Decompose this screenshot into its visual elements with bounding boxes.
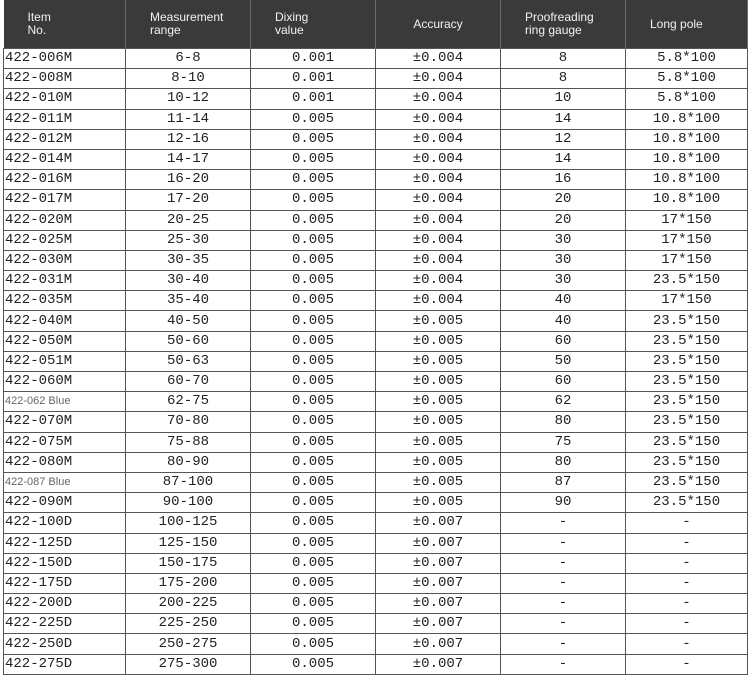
cell-long-pole: 23.5*150	[626, 311, 748, 331]
cell-long-pole: 17*150	[626, 210, 748, 230]
cell-accuracy: ±0.004	[376, 49, 501, 69]
cell-item-no: 422-012M	[4, 129, 126, 149]
cell-measurement-range: 250-275	[126, 634, 251, 654]
table-row	[4, 250, 748, 270]
cell-long-pole: 23.5*150	[626, 351, 748, 371]
table-row	[4, 372, 748, 392]
cell-ring-gauge: 30	[501, 230, 626, 250]
cell-long-pole: 23.5*150	[626, 271, 748, 291]
cell-accuracy: ±0.005	[376, 331, 501, 351]
table-row	[4, 271, 748, 291]
cell-accuracy: ±0.007	[376, 553, 501, 573]
cell-measurement-range: 87-100	[126, 472, 251, 492]
cell-measurement-range: 11-14	[126, 109, 251, 129]
cell-ring-gauge: -	[501, 513, 626, 533]
cell-accuracy: ±0.007	[376, 533, 501, 553]
cell-long-pole: 17*150	[626, 230, 748, 250]
header-dixing-value: Dixing value	[251, 0, 376, 49]
table-row	[4, 69, 748, 89]
cell-dixing-value: 0.005	[251, 553, 376, 573]
cell-dixing-value: 0.001	[251, 69, 376, 89]
cell-measurement-range: 25-30	[126, 230, 251, 250]
cell-ring-gauge: -	[501, 573, 626, 593]
cell-dixing-value: 0.005	[251, 129, 376, 149]
table-row	[4, 129, 748, 149]
table-row	[4, 49, 748, 69]
cell-dixing-value: 0.005	[251, 210, 376, 230]
cell-item-no: 422-030M	[4, 250, 126, 270]
cell-dixing-value: 0.005	[251, 533, 376, 553]
table-body	[4, 49, 748, 675]
table-row	[4, 190, 748, 210]
table-row	[4, 573, 748, 593]
cell-long-pole: 23.5*150	[626, 493, 748, 513]
cell-accuracy: ±0.007	[376, 594, 501, 614]
cell-long-pole: -	[626, 553, 748, 573]
cell-dixing-value: 0.005	[251, 573, 376, 593]
cell-long-pole: -	[626, 573, 748, 593]
table-row	[4, 331, 748, 351]
cell-dixing-value: 0.005	[251, 190, 376, 210]
cell-ring-gauge: 20	[501, 210, 626, 230]
cell-measurement-range: 200-225	[126, 594, 251, 614]
table-row	[4, 291, 748, 311]
cell-measurement-range: 30-35	[126, 250, 251, 270]
cell-dixing-value: 0.005	[251, 311, 376, 331]
cell-dixing-value: 0.005	[251, 513, 376, 533]
table-row	[4, 594, 748, 614]
cell-accuracy: ±0.004	[376, 69, 501, 89]
cell-dixing-value: 0.005	[251, 331, 376, 351]
cell-item-no: 422-025M	[4, 230, 126, 250]
cell-long-pole: 23.5*150	[626, 472, 748, 492]
cell-ring-gauge: 30	[501, 271, 626, 291]
cell-measurement-range: 17-20	[126, 190, 251, 210]
cell-measurement-range: 125-150	[126, 533, 251, 553]
cell-accuracy: ±0.004	[376, 190, 501, 210]
cell-long-pole: 5.8*100	[626, 49, 748, 69]
cell-dixing-value: 0.005	[251, 170, 376, 190]
cell-long-pole: -	[626, 614, 748, 634]
cell-accuracy: ±0.004	[376, 271, 501, 291]
cell-item-no: 422-008M	[4, 69, 126, 89]
cell-item-no: 422-100D	[4, 513, 126, 533]
cell-accuracy: ±0.005	[376, 452, 501, 472]
cell-item-no: 422-014M	[4, 149, 126, 169]
cell-item-no: 422-035M	[4, 291, 126, 311]
cell-item-no: 422-017M	[4, 190, 126, 210]
cell-measurement-range: 50-60	[126, 331, 251, 351]
cell-measurement-range: 80-90	[126, 452, 251, 472]
table-row	[4, 432, 748, 452]
cell-accuracy: ±0.004	[376, 170, 501, 190]
cell-long-pole: -	[626, 654, 748, 674]
cell-ring-gauge: 75	[501, 432, 626, 452]
table-row	[4, 614, 748, 634]
cell-long-pole: 5.8*100	[626, 69, 748, 89]
header-proofreading-ring-gauge: Proofreading ring gauge	[501, 0, 626, 49]
cell-measurement-range: 12-16	[126, 129, 251, 149]
cell-accuracy: ±0.004	[376, 250, 501, 270]
cell-measurement-range: 175-200	[126, 573, 251, 593]
cell-dixing-value: 0.005	[251, 634, 376, 654]
cell-long-pole: 17*150	[626, 291, 748, 311]
table-row	[4, 230, 748, 250]
cell-long-pole: 17*150	[626, 250, 748, 270]
cell-long-pole: 10.8*100	[626, 109, 748, 129]
cell-dixing-value: 0.005	[251, 291, 376, 311]
table-row	[4, 412, 748, 432]
cell-long-pole: 23.5*150	[626, 392, 748, 412]
cell-dixing-value: 0.005	[251, 372, 376, 392]
cell-long-pole: -	[626, 594, 748, 614]
cell-accuracy: ±0.005	[376, 351, 501, 371]
cell-long-pole: 10.8*100	[626, 129, 748, 149]
cell-accuracy: ±0.007	[376, 654, 501, 674]
cell-measurement-range: 90-100	[126, 493, 251, 513]
cell-accuracy: ±0.004	[376, 129, 501, 149]
cell-dixing-value: 0.005	[251, 351, 376, 371]
table-row	[4, 311, 748, 331]
cell-item-no: 422-006M	[4, 49, 126, 69]
cell-item-no: 422-087 Blue	[4, 472, 126, 492]
cell-item-no: 422-175D	[4, 573, 126, 593]
cell-dixing-value: 0.005	[251, 392, 376, 412]
cell-dixing-value: 0.001	[251, 49, 376, 69]
cell-long-pole: 23.5*150	[626, 432, 748, 452]
cell-accuracy: ±0.007	[376, 634, 501, 654]
cell-long-pole: 10.8*100	[626, 190, 748, 210]
table-row	[4, 452, 748, 472]
table-row	[4, 513, 748, 533]
cell-long-pole: -	[626, 513, 748, 533]
cell-long-pole: 5.8*100	[626, 89, 748, 109]
spec-table	[3, 0, 748, 675]
cell-dixing-value: 0.005	[251, 432, 376, 452]
cell-ring-gauge: 90	[501, 493, 626, 513]
cell-dixing-value: 0.005	[251, 250, 376, 270]
cell-measurement-range: 60-70	[126, 372, 251, 392]
cell-ring-gauge: -	[501, 533, 626, 553]
cell-accuracy: ±0.005	[376, 493, 501, 513]
cell-measurement-range: 6-8	[126, 49, 251, 69]
table-row	[4, 392, 748, 412]
cell-accuracy: ±0.007	[376, 614, 501, 634]
cell-measurement-range: 150-175	[126, 553, 251, 573]
cell-dixing-value: 0.005	[251, 654, 376, 674]
cell-dixing-value: 0.005	[251, 230, 376, 250]
cell-long-pole: 10.8*100	[626, 149, 748, 169]
cell-ring-gauge: 10	[501, 89, 626, 109]
cell-item-no: 422-010M	[4, 89, 126, 109]
cell-measurement-range: 75-88	[126, 432, 251, 452]
cell-ring-gauge: 20	[501, 190, 626, 210]
cell-ring-gauge: 40	[501, 291, 626, 311]
cell-item-no: 422-250D	[4, 634, 126, 654]
cell-ring-gauge: 14	[501, 149, 626, 169]
cell-ring-gauge: 80	[501, 452, 626, 472]
cell-accuracy: ±0.005	[376, 432, 501, 452]
cell-ring-gauge: 60	[501, 372, 626, 392]
cell-ring-gauge: 30	[501, 250, 626, 270]
table-row	[4, 634, 748, 654]
cell-dixing-value: 0.005	[251, 149, 376, 169]
cell-dixing-value: 0.005	[251, 472, 376, 492]
cell-long-pole: 23.5*150	[626, 452, 748, 472]
cell-ring-gauge: 8	[501, 49, 626, 69]
cell-dixing-value: 0.005	[251, 109, 376, 129]
cell-ring-gauge: -	[501, 553, 626, 573]
table-row	[4, 170, 748, 190]
header-item-no: Item No.	[4, 0, 126, 49]
cell-measurement-range: 225-250	[126, 614, 251, 634]
cell-dixing-value: 0.005	[251, 614, 376, 634]
cell-measurement-range: 50-63	[126, 351, 251, 371]
cell-ring-gauge: -	[501, 614, 626, 634]
cell-item-no: 422-040M	[4, 311, 126, 331]
cell-item-no: 422-050M	[4, 331, 126, 351]
table-row	[4, 149, 748, 169]
cell-item-no: 422-031M	[4, 271, 126, 291]
cell-dixing-value: 0.005	[251, 271, 376, 291]
cell-accuracy: ±0.004	[376, 210, 501, 230]
cell-ring-gauge: 80	[501, 412, 626, 432]
cell-ring-gauge: -	[501, 654, 626, 674]
header-accuracy: Accuracy	[376, 0, 501, 49]
cell-item-no: 422-080M	[4, 452, 126, 472]
cell-ring-gauge: 87	[501, 472, 626, 492]
table-row	[4, 109, 748, 129]
cell-ring-gauge: 16	[501, 170, 626, 190]
cell-dixing-value: 0.001	[251, 89, 376, 109]
cell-accuracy: ±0.004	[376, 230, 501, 250]
cell-item-no: 422-275D	[4, 654, 126, 674]
table-row	[4, 89, 748, 109]
cell-ring-gauge: 62	[501, 392, 626, 412]
cell-dixing-value: 0.005	[251, 452, 376, 472]
cell-ring-gauge: -	[501, 594, 626, 614]
cell-measurement-range: 16-20	[126, 170, 251, 190]
cell-accuracy: ±0.004	[376, 109, 501, 129]
cell-item-no: 422-020M	[4, 210, 126, 230]
cell-item-no: 422-200D	[4, 594, 126, 614]
cell-item-no: 422-011M	[4, 109, 126, 129]
cell-measurement-range: 35-40	[126, 291, 251, 311]
cell-item-no: 422-125D	[4, 533, 126, 553]
header-row	[4, 0, 748, 49]
cell-measurement-range: 20-25	[126, 210, 251, 230]
cell-long-pole: 23.5*150	[626, 372, 748, 392]
cell-dixing-value: 0.005	[251, 594, 376, 614]
cell-measurement-range: 10-12	[126, 89, 251, 109]
cell-accuracy: ±0.004	[376, 291, 501, 311]
cell-measurement-range: 275-300	[126, 654, 251, 674]
cell-item-no: 422-090M	[4, 493, 126, 513]
cell-long-pole: 10.8*100	[626, 170, 748, 190]
cell-measurement-range: 30-40	[126, 271, 251, 291]
table-row	[4, 654, 748, 674]
cell-measurement-range: 100-125	[126, 513, 251, 533]
cell-measurement-range: 8-10	[126, 69, 251, 89]
cell-item-no: 422-051M	[4, 351, 126, 371]
cell-item-no: 422-060M	[4, 372, 126, 392]
cell-dixing-value: 0.005	[251, 493, 376, 513]
cell-dixing-value: 0.005	[251, 412, 376, 432]
table-row	[4, 493, 748, 513]
cell-item-no: 422-150D	[4, 553, 126, 573]
cell-accuracy: ±0.007	[376, 573, 501, 593]
cell-measurement-range: 70-80	[126, 412, 251, 432]
cell-accuracy: ±0.007	[376, 513, 501, 533]
cell-accuracy: ±0.004	[376, 89, 501, 109]
cell-accuracy: ±0.005	[376, 392, 501, 412]
table-row	[4, 472, 748, 492]
cell-accuracy: ±0.005	[376, 311, 501, 331]
cell-ring-gauge: 40	[501, 311, 626, 331]
cell-item-no: 422-075M	[4, 432, 126, 452]
cell-measurement-range: 14-17	[126, 149, 251, 169]
table-row	[4, 210, 748, 230]
cell-ring-gauge: 14	[501, 109, 626, 129]
cell-long-pole: -	[626, 533, 748, 553]
table-row	[4, 351, 748, 371]
cell-long-pole: 23.5*150	[626, 412, 748, 432]
cell-accuracy: ±0.005	[376, 412, 501, 432]
cell-ring-gauge: 60	[501, 331, 626, 351]
cell-ring-gauge: -	[501, 634, 626, 654]
cell-accuracy: ±0.005	[376, 472, 501, 492]
cell-accuracy: ±0.004	[376, 149, 501, 169]
cell-ring-gauge: 50	[501, 351, 626, 371]
header-measurement-range: Measurement range	[126, 0, 251, 49]
table-row	[4, 553, 748, 573]
cell-long-pole: 23.5*150	[626, 331, 748, 351]
cell-long-pole: -	[626, 634, 748, 654]
cell-item-no: 422-070M	[4, 412, 126, 432]
cell-item-no: 422-016M	[4, 170, 126, 190]
cell-accuracy: ±0.005	[376, 372, 501, 392]
table-row	[4, 533, 748, 553]
header-long-pole: Long pole	[626, 0, 748, 49]
cell-measurement-range: 62-75	[126, 392, 251, 412]
cell-ring-gauge: 12	[501, 129, 626, 149]
cell-item-no: 422-225D	[4, 614, 126, 634]
cell-ring-gauge: 8	[501, 69, 626, 89]
cell-item-no: 422-062 Blue	[4, 392, 126, 412]
cell-measurement-range: 40-50	[126, 311, 251, 331]
